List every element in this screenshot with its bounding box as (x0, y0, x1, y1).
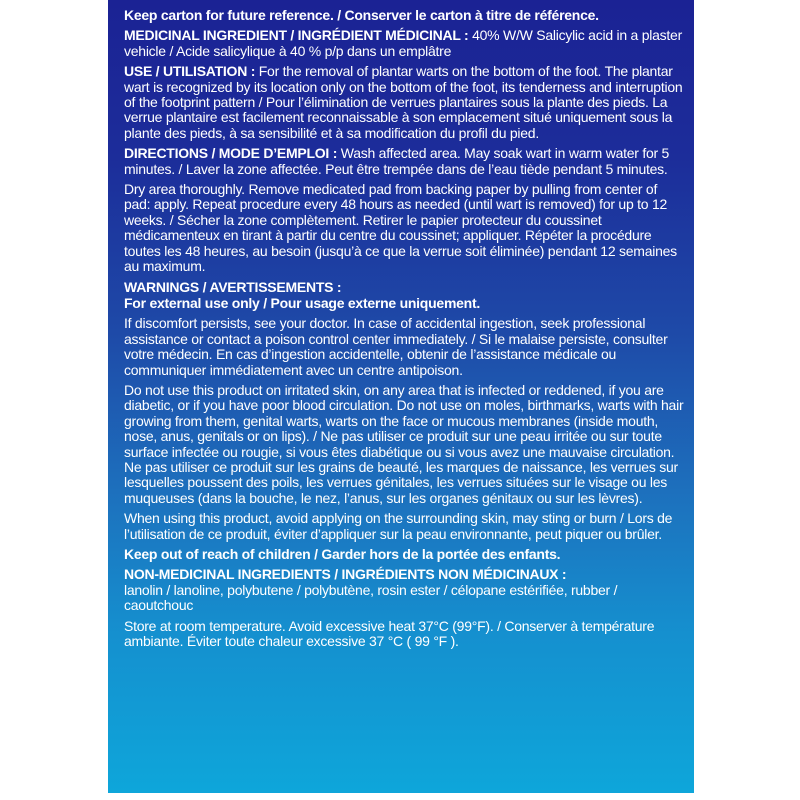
directions-section (124, 146, 684, 177)
warnings-paragraph-2: Do not use this product on irritated skin, on any area that is infected or reddened, if you are diabetic, or if you have poor blood circulation. Do not use on moles, birthmarks, warts with hair growing from them, genital warts, warts on the face or mucous membranes (inside mouth, nose, anus, genitals or on lips). / Ne pas utiliser ce produit sur une peau irritée ou sur toute surface infectée ou rougie, si vous êtes diabétique ou si vous avez une mauvaise circulation. Ne pas utiliser ce produit sur les grains de beauté, les marques de naissance, les verrues sur lesquelles poussent des poils, les verrues génitales, les verrues situées sur le visage ou les muqueuses (dans la bouche, le nez, l’anus, sur les organes génitaux ou sur les lèvres). (124, 381, 684, 506)
use-heading: USE / UTILISATION : (124, 63, 256, 80)
use-text: For the removal of plantar warts on the bottom of the foot. The plantar wart is recognized by its location only on the bottom of the foot, its tenderness and interruption of the footprint pattern / Pour l’élimination de verrues plantaires sous la plante des pieds. La verrue plantaire est facilement reconnaissable à son emplacement situé uniquement sous la plante des pieds, à sa sensibilité et à sa modification du profil du pied. (124, 63, 683, 141)
warnings-heading: WARNINGS / AVERTISSEMENTS : (124, 278, 342, 295)
product-label-panel (108, 0, 694, 793)
non-medicinal-text: lanolin / lanoline, polybutene / polybutène, rosin ester / célopane estérifiée, rubber / caoutchouc (124, 581, 618, 614)
storage-instructions: Store at room temperature. Avoid excessive heat 37°C (99°F). / Conserver à température ambiante. Éviter toute chaleur excessive 37 °C ( 99 °F ). (124, 617, 655, 650)
non-medicinal-heading: NON-MEDICINAL INGREDIENTS / INGRÉDIENTS NON MÉDICINAUX : (124, 566, 567, 583)
use-section (124, 64, 684, 141)
directions-paragraph-2: Dry area thoroughly. Remove medicated pad from backing paper by pulling from center of pad: apply. Repeat procedure every 48 hours as needed (until wart is removed) for up to 12 weeks. / Sécher la zone complètement. Retirer le papier protecteur du coussinet médicamenteux en tirant à partir du centre du coussinet; appliquer. Répéter la procédure toutes les 48 heures, au besoin (jusqu’à ce que la verrue soit éliminée) pendant 12 semaines au maximum. (124, 181, 677, 275)
directions-text: Wash affected area. May soak wart in warm water for 5 minutes. / Laver la zone affectée. Peut être trempée dans de l’eau tiède pendant 5 minutes. (124, 145, 670, 177)
warnings-paragraph-1: If discomfort persists, see your doctor. In case of accidental ingestion, seek professional assistance or contact a poison control center immediately. / Si le malaise persiste, consulter votre médecin. En cas d’ingestion accidentelle, obtenir de l’assistance médicale ou communiquer immédiatement avec un centre antipoison. (124, 315, 668, 378)
warnings-paragraph-3: When using this product, avoid applying on the surrounding skin, may sting or burn / Lors de l’utilisation de ce produit, éviter d’appliquer sur la peau environnante, peut piquer ou brûler. (124, 510, 673, 542)
keep-carton-notice: Keep carton for future reference. / Conserver le carton à titre de référence. (124, 7, 599, 23)
non-medicinal-section (124, 567, 684, 613)
keep-out-of-reach-warning: Keep out of reach of children / Garder hors de la portée des enfants. (124, 546, 561, 562)
medicinal-ingredient-section (124, 28, 684, 59)
medicinal-ingredient-text: 40% W/W Salicylic acid in a plaster vehicle / Acide salicylique à 40 % p/p dans un emplâtre (124, 27, 682, 59)
external-use-warning: For external use only / Pour usage externe uniquement. (124, 294, 481, 311)
label-text-content (124, 8, 684, 654)
medicinal-ingredient-heading: MEDICINAL INGREDIENT / INGRÉDIENT MÉDICINAL : (124, 27, 469, 44)
directions-heading: DIRECTIONS / MODE D’EMPLOI : (124, 145, 338, 162)
